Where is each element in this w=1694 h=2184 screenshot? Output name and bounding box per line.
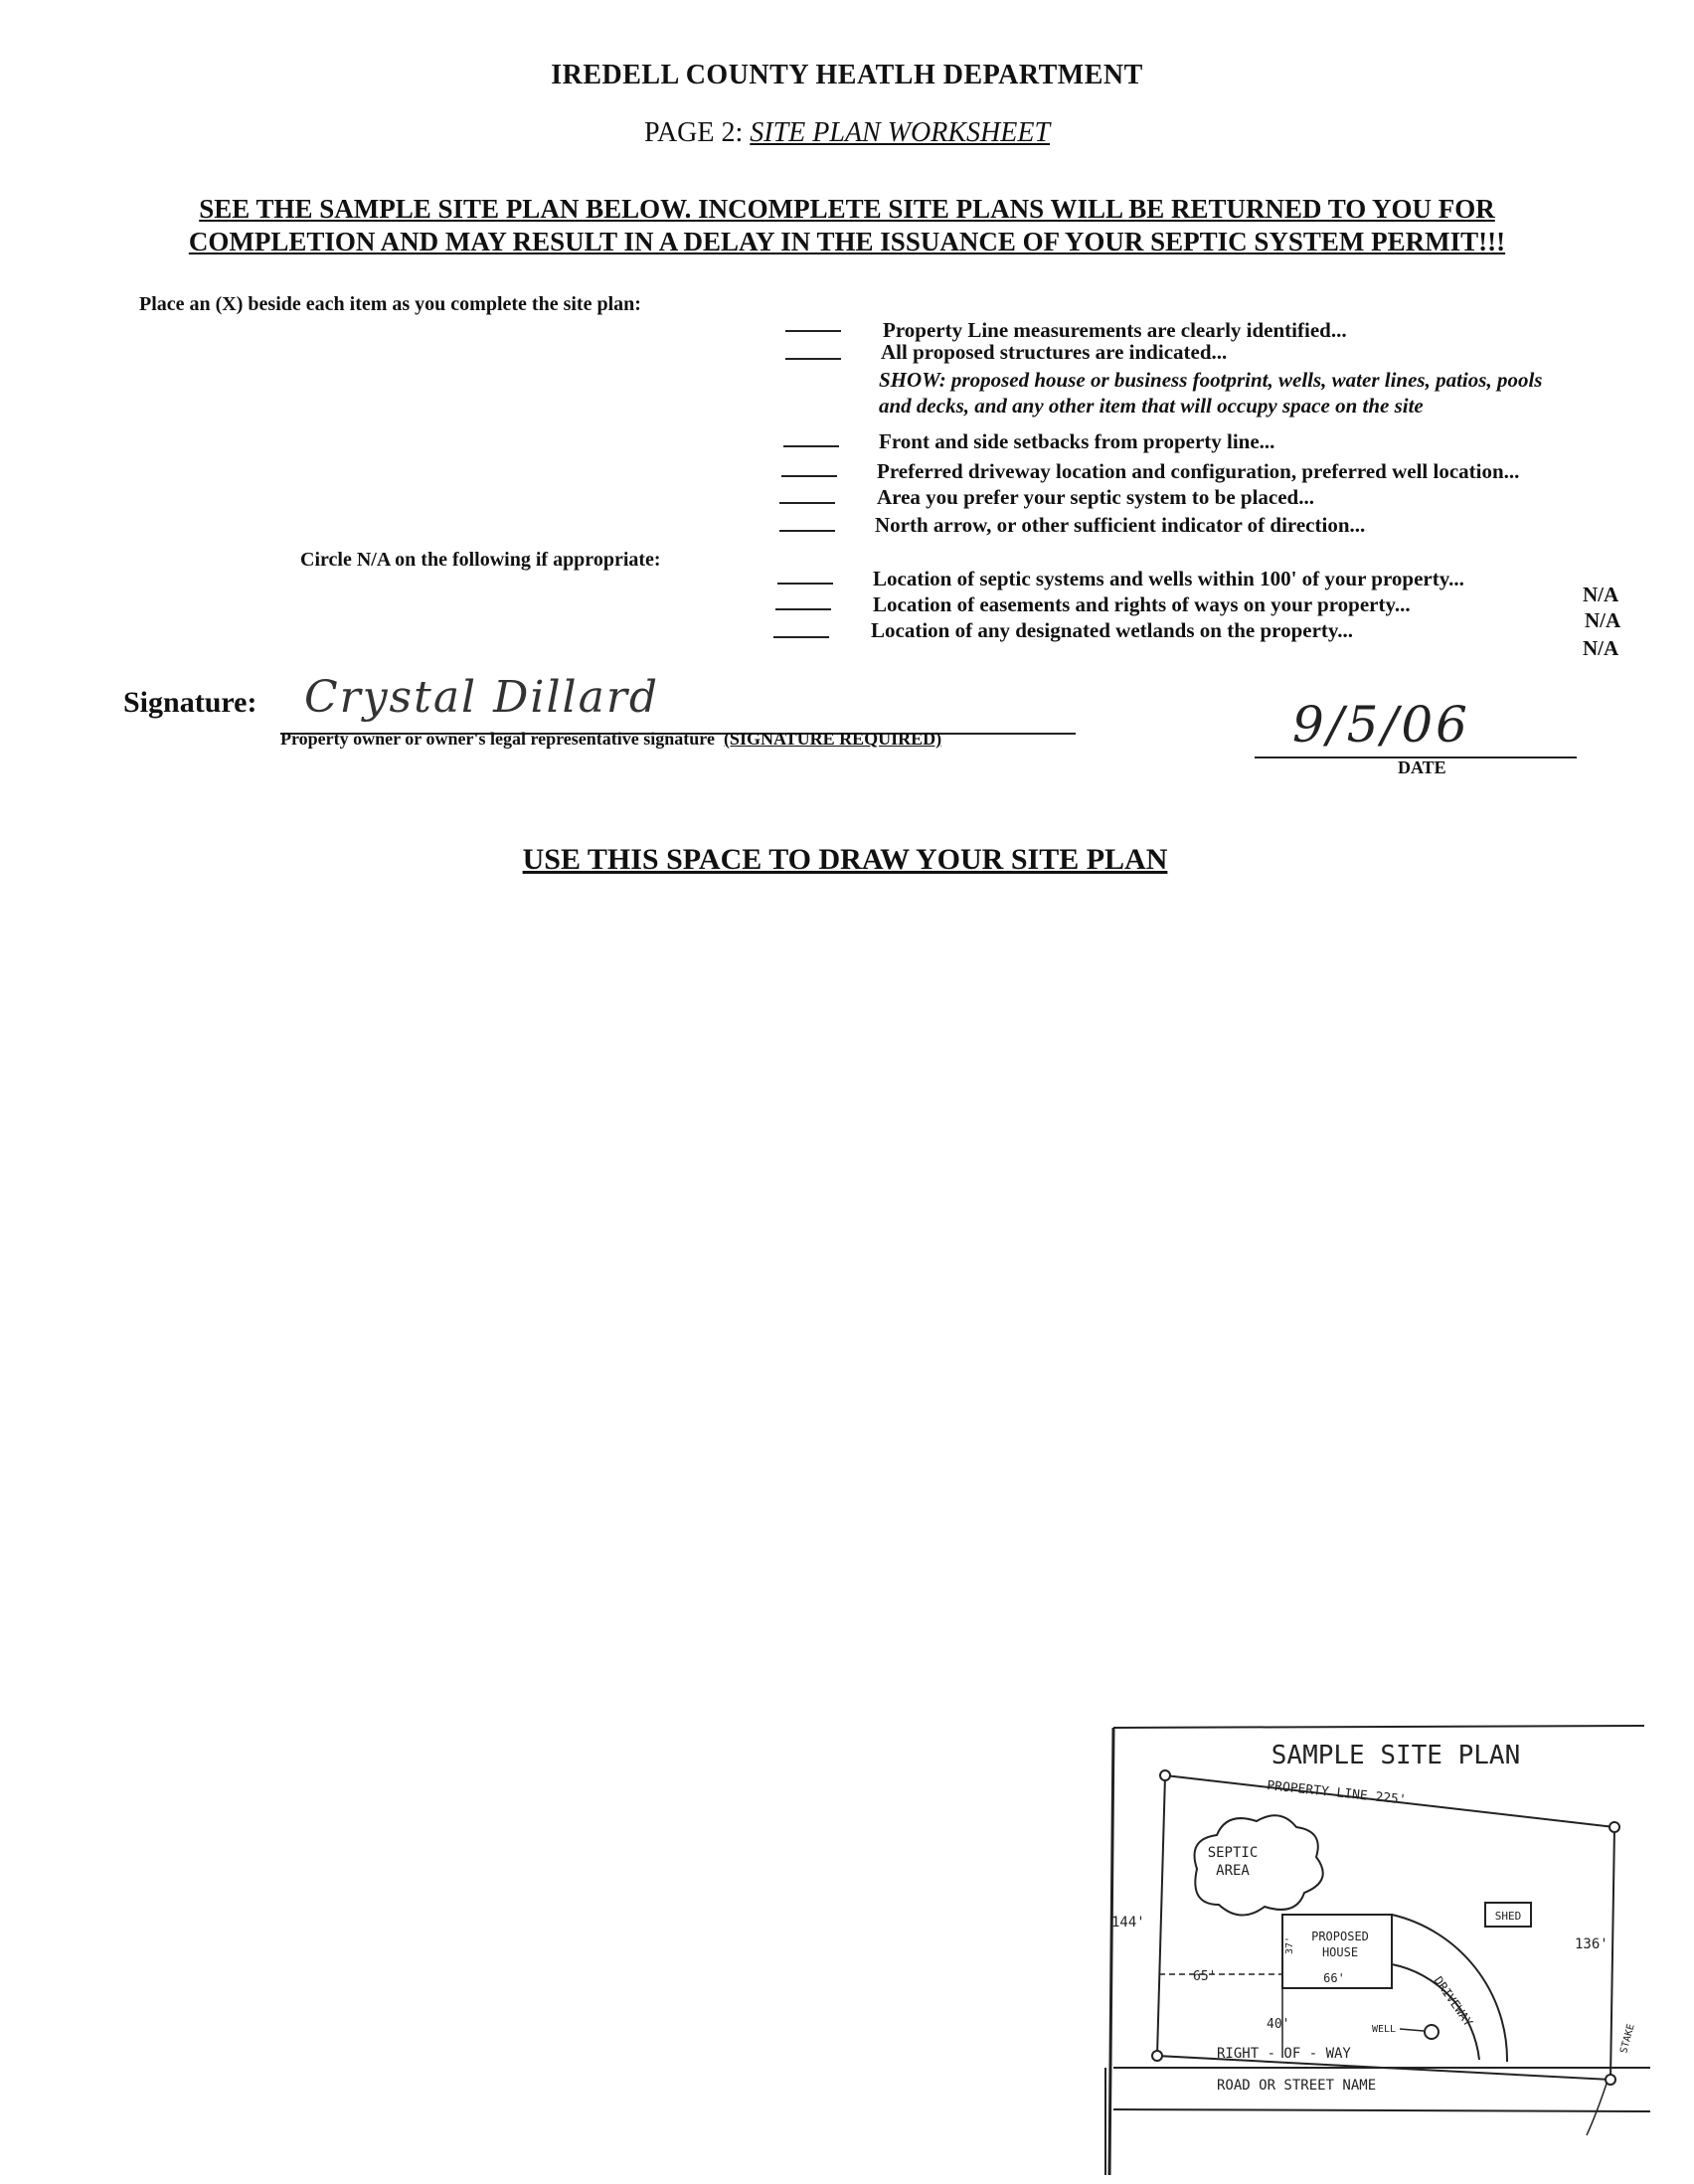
checklist-item: North arrow, or other sufficient indicator of direction...	[875, 513, 1366, 537]
checklist-item: Property Line measurements are clearly identified...	[883, 318, 1347, 342]
house-label-1: PROPOSED	[1311, 1930, 1369, 1943]
well-label: WELL	[1372, 2024, 1397, 2035]
signature-label: Signature:	[123, 686, 257, 719]
road-name-label: ROAD OR STREET NAME	[1217, 2078, 1377, 2094]
shed-label: SHED	[1494, 1910, 1522, 1923]
right-length-label: 136'	[1575, 1936, 1609, 1952]
na-option-3[interactable]: N/A	[1583, 636, 1619, 660]
na-option-1[interactable]: N/A	[1583, 583, 1619, 606]
checkbox-blank-2[interactable]	[785, 358, 841, 360]
site-plan-drawing-area[interactable]	[119, 895, 1571, 1710]
signature-caption	[280, 729, 941, 750]
checklist-item: Area you prefer your septic system to be placed...	[877, 485, 1314, 509]
show-note-1: SHOW: proposed house or business footprint, wells, water lines, patios, pools	[879, 368, 1543, 392]
front-setback-label: 40'	[1267, 2017, 1290, 2032]
septic-label-2: AREA	[1216, 1863, 1250, 1879]
warning-line-2: COMPLETION AND MAY RESULT IN A DELAY IN THE ISSUANCE OF YOUR SEPTIC SYSTEM PERMIT!!!	[188, 227, 1506, 256]
side-setback-label: 65'	[1193, 1969, 1217, 1984]
signature-required: (SIGNATURE REQUIRED)	[723, 729, 942, 749]
signature-caption-text: Property owner or owner's legal representative signature	[280, 729, 715, 749]
page-title: SITE PLAN WORKSHEET	[750, 117, 1051, 148]
warning-line-1: SEE THE SAMPLE SITE PLAN BELOW. INCOMPLETE SITE PLANS WILL BE RETURNED TO YOU FOR	[199, 194, 1495, 224]
checklist-instruction: Place an (X) beside each item as you complete the site plan:	[139, 293, 641, 315]
date-handwritten[interactable]: 9/5/06	[1292, 696, 1470, 754]
date-label: DATE	[1398, 757, 1446, 777]
page-title-line	[0, 117, 1694, 149]
right-of-way-label: RIGHT - OF - WAY	[1217, 2046, 1351, 2062]
checkbox-blank-1[interactable]	[785, 330, 841, 332]
signature-handwritten[interactable]: Crystal Dillard	[304, 672, 660, 723]
checkbox-blank-5[interactable]	[779, 502, 835, 504]
checkbox-blank-6[interactable]	[779, 530, 835, 532]
na-blank-1[interactable]	[777, 583, 833, 585]
department-title: IREDELL COUNTY HEATLH DEPARTMENT	[551, 60, 1143, 90]
left-length-label: 144'	[1111, 1915, 1145, 1931]
checklist-item: All proposed structures are indicated...	[881, 340, 1228, 364]
property-line-label: PROPERTY LINE 225'	[1266, 1778, 1408, 1808]
driveway-label: DRIVEWAY	[1431, 1973, 1476, 2030]
house-label-2: HOUSE	[1321, 1945, 1359, 1959]
checkbox-blank-3[interactable]	[783, 445, 839, 447]
checklist-item: Front and side setbacks from property line...	[879, 429, 1275, 453]
checkbox-blank-4[interactable]	[781, 475, 837, 477]
septic-label-1: SEPTIC	[1207, 1845, 1259, 1861]
na-blank-2[interactable]	[775, 608, 831, 610]
sample-site-plan	[1098, 1720, 1654, 2177]
na-item: Location of septic systems and wells within 100' of your property...	[873, 567, 1464, 590]
house-depth-label: 37'	[1284, 1935, 1295, 1954]
draw-space-heading: USE THIS SPACE TO DRAW YOUR SITE PLAN	[522, 843, 1168, 876]
na-instruction: Circle N/A on the following if appropriate:	[300, 549, 661, 571]
sample-site-plan-drawing	[1098, 1720, 1654, 2177]
na-item: Location of any designated wetlands on the property...	[871, 618, 1353, 642]
page-prefix: PAGE 2:	[643, 117, 744, 148]
house-width-label: 66'	[1323, 1971, 1345, 1985]
stake-label: STAKE	[1618, 2022, 1637, 2055]
sample-plan-title: SAMPLE SITE PLAN	[1270, 1741, 1521, 1770]
na-option-2[interactable]: N/A	[1585, 608, 1621, 632]
na-item: Location of easements and rights of ways on your property...	[873, 592, 1411, 616]
show-note-2: and decks, and any other item that will occupy space on the site	[879, 394, 1424, 418]
checklist-item: Preferred driveway location and configuration, preferred well location...	[877, 459, 1520, 483]
na-blank-3[interactable]	[773, 636, 829, 638]
